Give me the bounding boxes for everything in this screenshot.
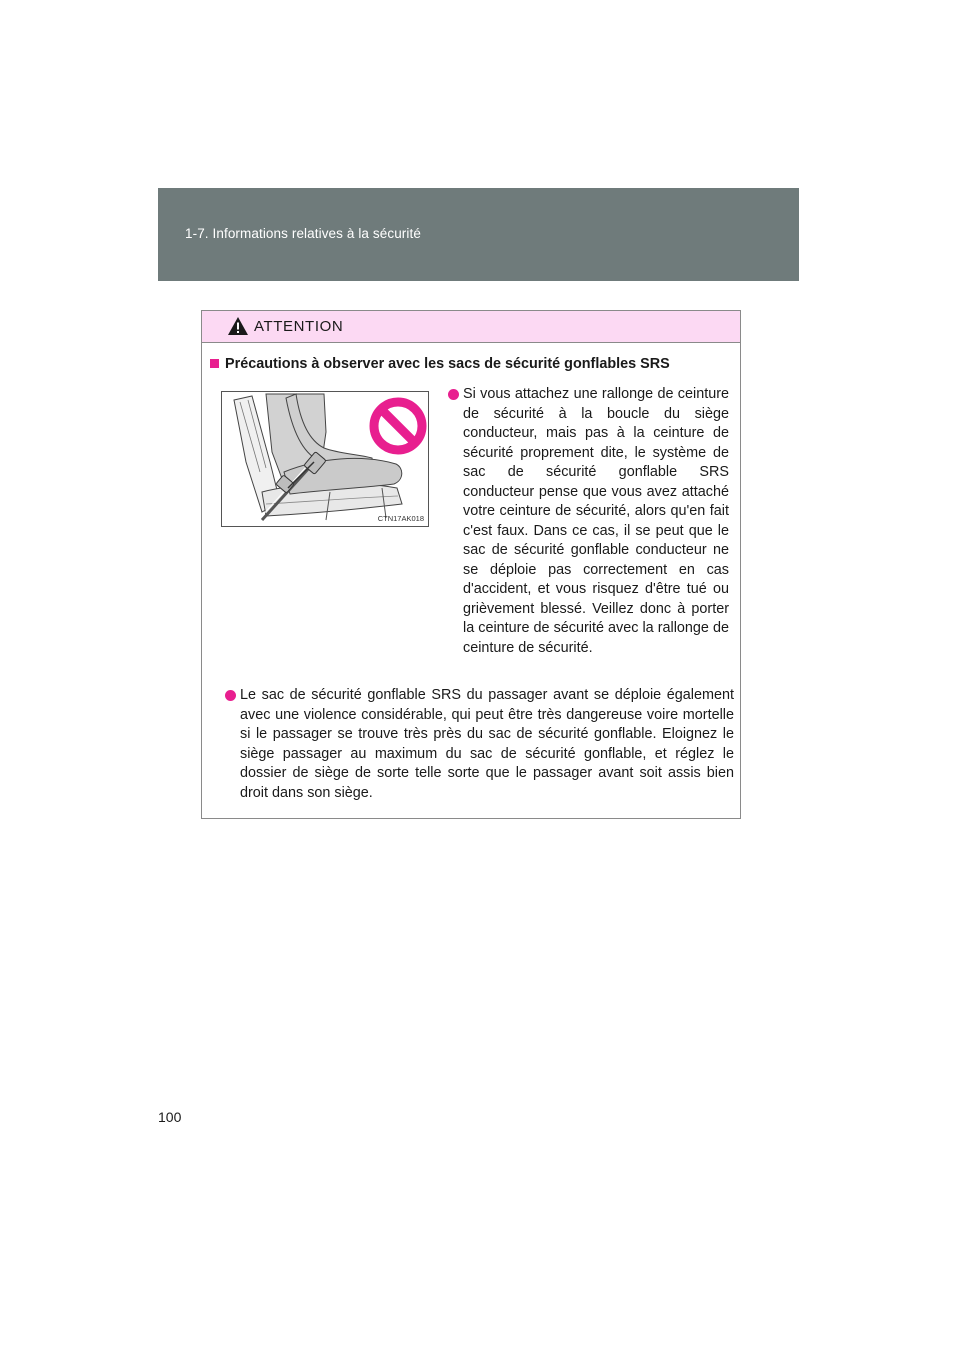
page-number: 100 <box>158 1109 182 1125</box>
warning-title: ATTENTION <box>254 318 344 335</box>
illustration-caption: CTN17AK018 <box>377 514 424 523</box>
list-item <box>240 686 734 803</box>
seatbelt-illustration <box>221 391 429 527</box>
round-bullet-icon <box>448 389 459 400</box>
warning-triangle-icon <box>227 316 249 336</box>
square-bullet-icon <box>210 359 219 368</box>
list-item-text: Le sac de sécurité gonflable SRS du passager avant se déploie également avec une violence considérable, qui peut être très dangereuse voire mortelle si le passager se trouve très près du sac de sécurité gonflable. Eloignez le siège passager au maximum du sac de sécurité gonflable, et réglez le dossier de siège de sorte telle sorte que le passager avant soit assis bien droit dans son siège. <box>240 687 734 801</box>
prohibited-icon <box>374 402 422 450</box>
section-title: 1-7. Informations relatives à la sécurité <box>185 226 421 241</box>
list-item <box>463 385 729 658</box>
warning-heading-text: Précautions à observer avec les sacs de sécurité gonflables SRS <box>225 356 670 372</box>
warning-sub-heading <box>210 355 730 374</box>
warning-box <box>201 310 741 819</box>
round-bullet-icon <box>225 690 236 701</box>
list-item-text: Si vous attachez une rallonge de ceinture de sécurité à la boucle du siège conducteur, mais pas à la ceinture de sécurité proprement dite, le système de sac de sécurité gonflable SRS conducteur pense que vous avez attaché votre ceinture de sécurité, alors qu'en fait c'est faux. Dans ce cas, il se peut que le sac de sécurité gonflable conducteur ne se déploie pas correctement en cas d'accident, et vous risquez d'être tué ou grièvement blessé. Veillez donc à porter la ceinture de sécurité avec la rallonge de ceinture de sécurité. <box>463 386 729 656</box>
section-header-band <box>158 188 799 281</box>
warning-header <box>202 311 740 343</box>
seatbelt-extender-drawing <box>222 392 428 526</box>
